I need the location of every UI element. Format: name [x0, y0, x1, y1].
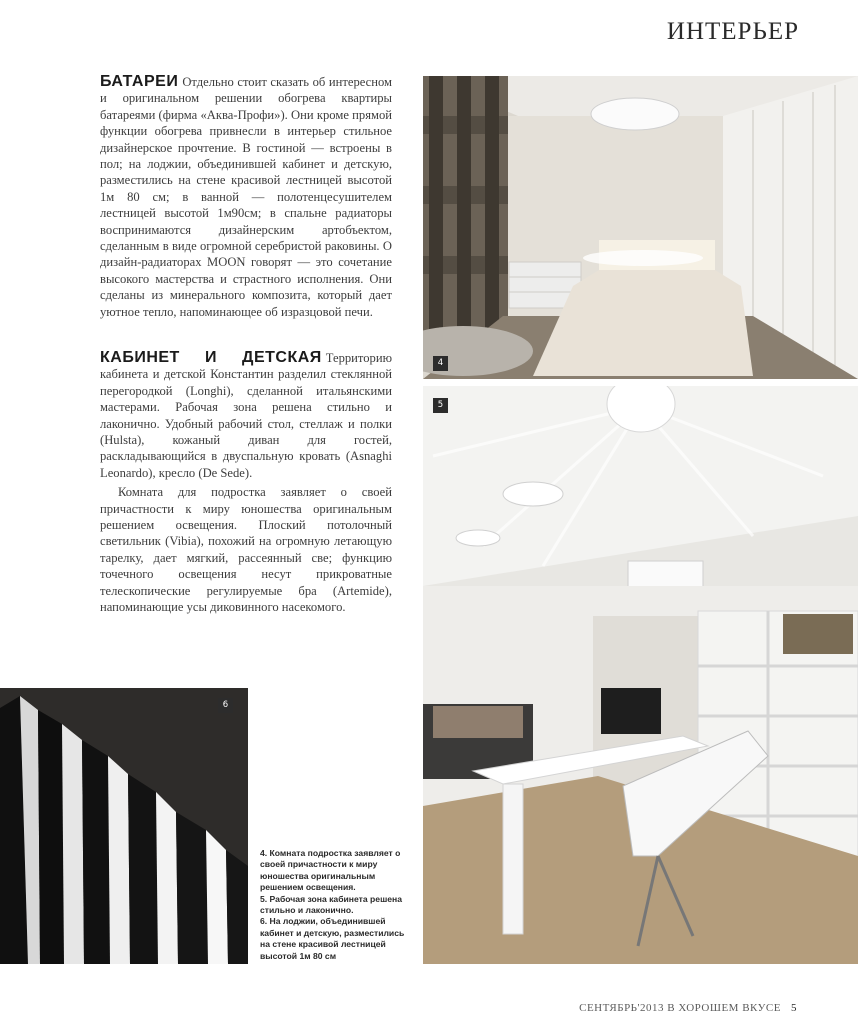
section-tag: ИНТЕРЬЕР: [666, 18, 799, 45]
page-number: 5: [791, 1002, 797, 1014]
caption-6: 6. На лоджии, объединившей кабинет и детскую, разместились на стене красивой лестницей высотой 1м 80 см: [260, 916, 405, 961]
study-heading: КАБИНЕТ И ДЕТСКАЯ: [100, 349, 322, 366]
photo-number-6: 6: [218, 698, 233, 713]
photo-captions: [260, 848, 410, 962]
study-photo: [423, 386, 858, 964]
photo-number-5: 5: [433, 398, 448, 413]
bedroom-photo: [423, 76, 858, 379]
page-footer: [579, 1002, 797, 1014]
photo-number-4: 4: [433, 356, 448, 371]
caption-4: 4. Комната подростка заявляет о своей причастности к миру юношества оригинальным решением освещения.: [260, 848, 401, 893]
batteries-article: [100, 74, 392, 320]
batteries-text: Отдельно стоит сказать об интересном и оригинальном решении обогрева квартиры батареями (фирма «Аква-Профи»). Они кроме прямой функции обогрева привнесли в интерьер стильное дизайнерское прочтение. В гостиной — встроены в пол; на лоджии, объединившей кабинет и детскую, разместились на стене красивой лестницей высотой 1м 80 см; в ванной — полотенцесушителем лестницей высотой 1м90см; в спальне радиаторы воспринимаются дизайнерским артобъектом, сделанным в виде огромной серебристой раковины. О дизайн-радиаторах MOON говорят — это сочетание высокого мастерства и страстного исполнения. Они сделаны из минерального композита, который дает уютное тепло, напоминающее об изразцовой печи.: [100, 75, 392, 319]
batteries-heading: БАТАРЕИ: [100, 73, 179, 90]
study-text-2: Комната для подростка заявляет о своей причастности к миру юношества оригинальным решением освещения. Плоский потолочный светильник (Vibia), похожий на огромную летающую тарелку, дает мягкий, рассеянный све; функцию точечного освещения несут прикроватные телескопические регулируемые бра (Artemide), напоминающие усы диковинного насекомого.: [100, 485, 392, 615]
study-article: [100, 350, 392, 616]
caption-5: 5. Рабочая зона кабинета решена стильно и лаконично.: [260, 893, 402, 916]
radiator-photo: [0, 688, 248, 964]
study-text: Территорию кабинета и детской Константин разделил стеклянной перегородкой (Longhi), сделанной итальянскими мастерами. Рабочая зона решена стильно и лаконично. Удобный рабочий стол, стеллаж и полки (Hulsta), кожаный диван для гостей, раскладывающийся в двуспальную кровать (Asnaghi Leonardo), кресло (De Sede).: [100, 351, 392, 480]
footer-issue: СЕНТЯБРЬ'2013 В ХОРОШЕМ ВКУСЕ: [579, 1002, 781, 1014]
